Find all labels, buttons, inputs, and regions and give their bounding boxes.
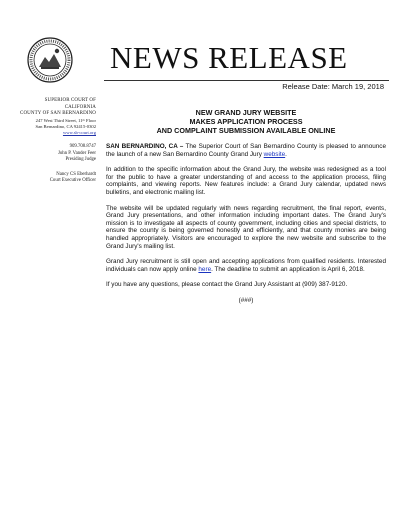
release-date: Release Date: March 19, 2018 bbox=[282, 82, 384, 91]
title-line: AND COMPLAINT SUBMISSION AVAILABLE ONLINE bbox=[156, 126, 336, 135]
court-website-link[interactable]: www.sb-court.org bbox=[62, 130, 96, 136]
paragraph-recruitment: Grand Jury recruitment is still open and accepting applications from qualified residents. Interested individuals can now apply online here. The deadline to submit an application is April 6, 2018. bbox=[106, 258, 386, 273]
address-line: 247 West Third Street, 11ᵗʰ Floor bbox=[35, 117, 96, 123]
article-body bbox=[106, 108, 386, 305]
header-rule bbox=[104, 80, 389, 81]
court-name-line: SUPERIOR COURT OF bbox=[44, 98, 96, 103]
address-line: San Bernardino, CA 92415-0302 bbox=[35, 123, 96, 129]
officer-title: Court Executive Officer bbox=[49, 178, 96, 184]
paragraph-updates: The website will be updated regularly with news regarding recruitment, the final report, events, Grand Jury presentations, and other information including important dates. The Grand Jury's mission is to investigate all aspects of county government, including cities and special districts, to ensure the county is being governed honestly and efficiently, and that county monies are being handled appropriately. Visitors are encouraged to explore the new website and subscribe to the Grand Jury's mailing list. bbox=[106, 204, 386, 250]
end-mark: (###) bbox=[238, 296, 254, 304]
phone-number: 909.708.8747 bbox=[69, 144, 96, 150]
title-line: NEW GRAND JURY WEBSITE bbox=[195, 108, 297, 117]
court-name-line: COUNTY OF SAN BERNARDINO bbox=[20, 111, 96, 117]
judge-name: John P. Vander Feer bbox=[57, 150, 96, 156]
headline: NEWS RELEASE bbox=[110, 40, 348, 75]
judge-title: Presiding Judge bbox=[65, 157, 96, 163]
apply-here-link[interactable]: here bbox=[198, 265, 212, 273]
court-sidebar bbox=[8, 98, 96, 184]
paragraph-features: In addition to the specific information about the Grand Jury, the website was redesigned as a tool for the public to have a greater understanding of and access to the application process, filing complaints, and viewing reports. New features include: a Grand Jury calendar, updated news bulletins, and electronic mailing list. bbox=[106, 166, 386, 196]
court-seal-icon bbox=[27, 37, 73, 83]
court-name-line: CALIFORNIA bbox=[64, 104, 96, 110]
officer-name: Nancy CS Eberhardt bbox=[56, 171, 96, 177]
dateline: SAN BERNARDINO, CA – bbox=[106, 143, 184, 150]
paragraph-contact: If you have any questions, please contact the Grand Jury Assistant at (909) 387-9120. bbox=[106, 281, 348, 289]
grand-jury-website-link[interactable]: website bbox=[263, 150, 286, 158]
article-title bbox=[106, 108, 386, 135]
title-line: MAKES APPLICATION PROCESS bbox=[189, 117, 303, 126]
paragraph-intro: SAN BERNARDINO, CA – The Superior Court of San Bernardino County is pleased to announce the launch of a new San Bernardino County Grand Jury website. bbox=[106, 143, 386, 158]
